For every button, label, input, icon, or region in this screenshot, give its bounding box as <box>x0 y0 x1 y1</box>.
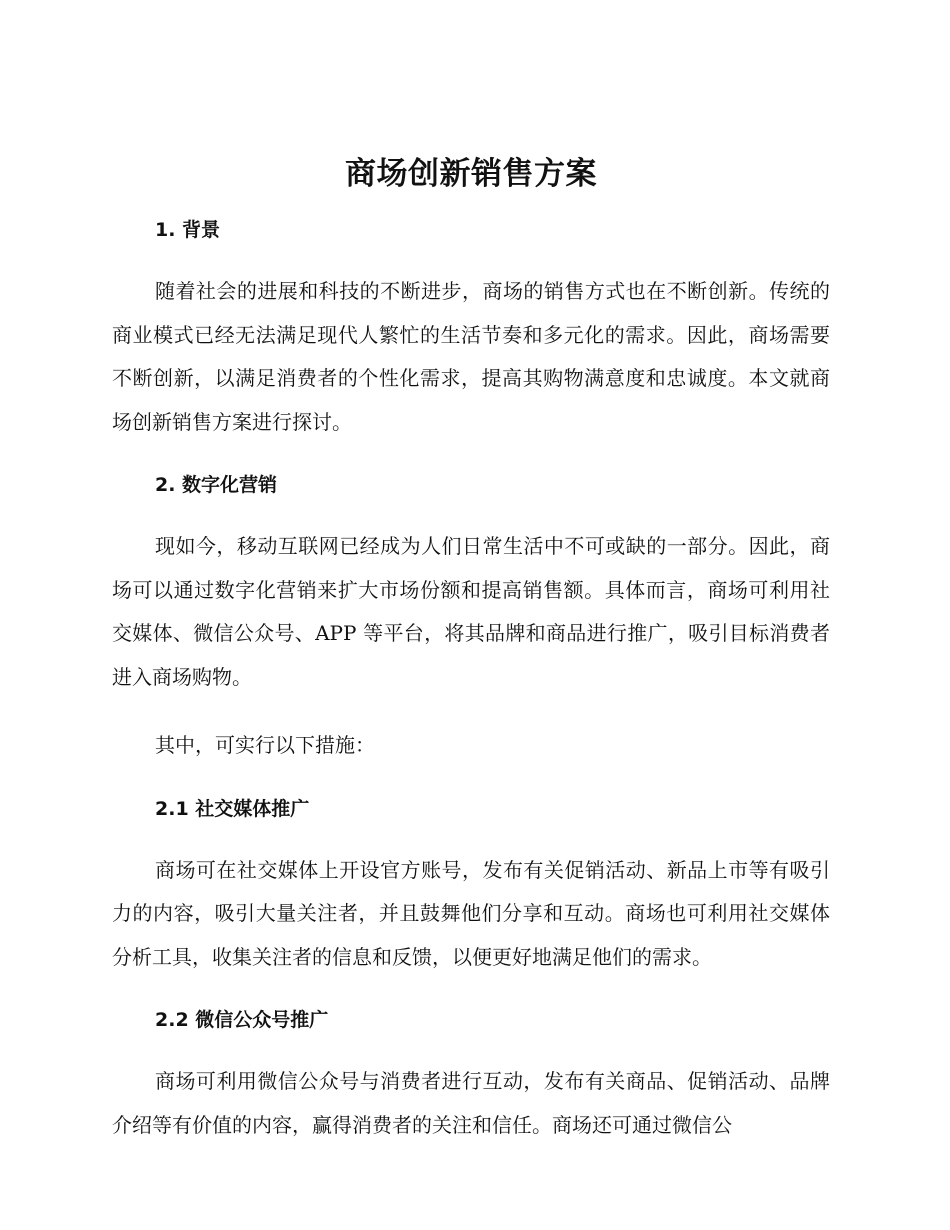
document-title: 商场创新销售方案 <box>345 156 597 192</box>
paragraph: 其中，可实行以下措施： <box>155 733 375 757</box>
paragraph: 现如今，移动互联网已经成为人们日常生活中不可或缺的一部分。因此，商场可以通过数字化营销来扩大市场份额和提高销售额。具体而言，商场可利用社交媒体、微信公众号、APP 等平台，将其品牌和商品进行推广，吸引目标消费者进入商场购物。 <box>112 534 830 689</box>
section-heading: 2.2 微信公众号推广 <box>155 1009 329 1031</box>
section-background <box>112 214 830 444</box>
section-social-media <box>112 793 830 980</box>
paragraph: 随着社会的进展和科技的不断进步，商场的销售方式也在不断创新。传统的商业模式已经无法满足现代人繁忙的生活节奏和多元化的需求。因此，商场需要不断创新，以满足消费者的个性化需求，提高其购物满意度和忠诚度。本文就商场创新销售方案进行探讨。 <box>112 279 830 434</box>
section-digital-marketing <box>112 469 830 768</box>
section-heading: 2. 数字化营销 <box>155 474 278 496</box>
paragraph: 商场可在社交媒体上开设官方账号，发布有关促销活动、新品上市等有吸引力的内容，吸引大量关注者，并且鼓舞他们分享和互动。商场也可利用社交媒体分析工具，收集关注者的信息和反馈，以便更好地满足他们的需求。 <box>112 857 830 969</box>
document-body <box>112 146 830 1172</box>
paragraph: 商场可利用微信公众号与消费者进行互动，发布有关商品、促销活动、品牌介绍等有价值的内容，赢得消费者的关注和信任。商场还可通过微信公 <box>112 1069 830 1137</box>
section-heading: 2.1 社交媒体推广 <box>155 797 310 820</box>
section-wechat <box>112 1004 830 1147</box>
section-heading: 1. 背景 <box>155 219 221 241</box>
